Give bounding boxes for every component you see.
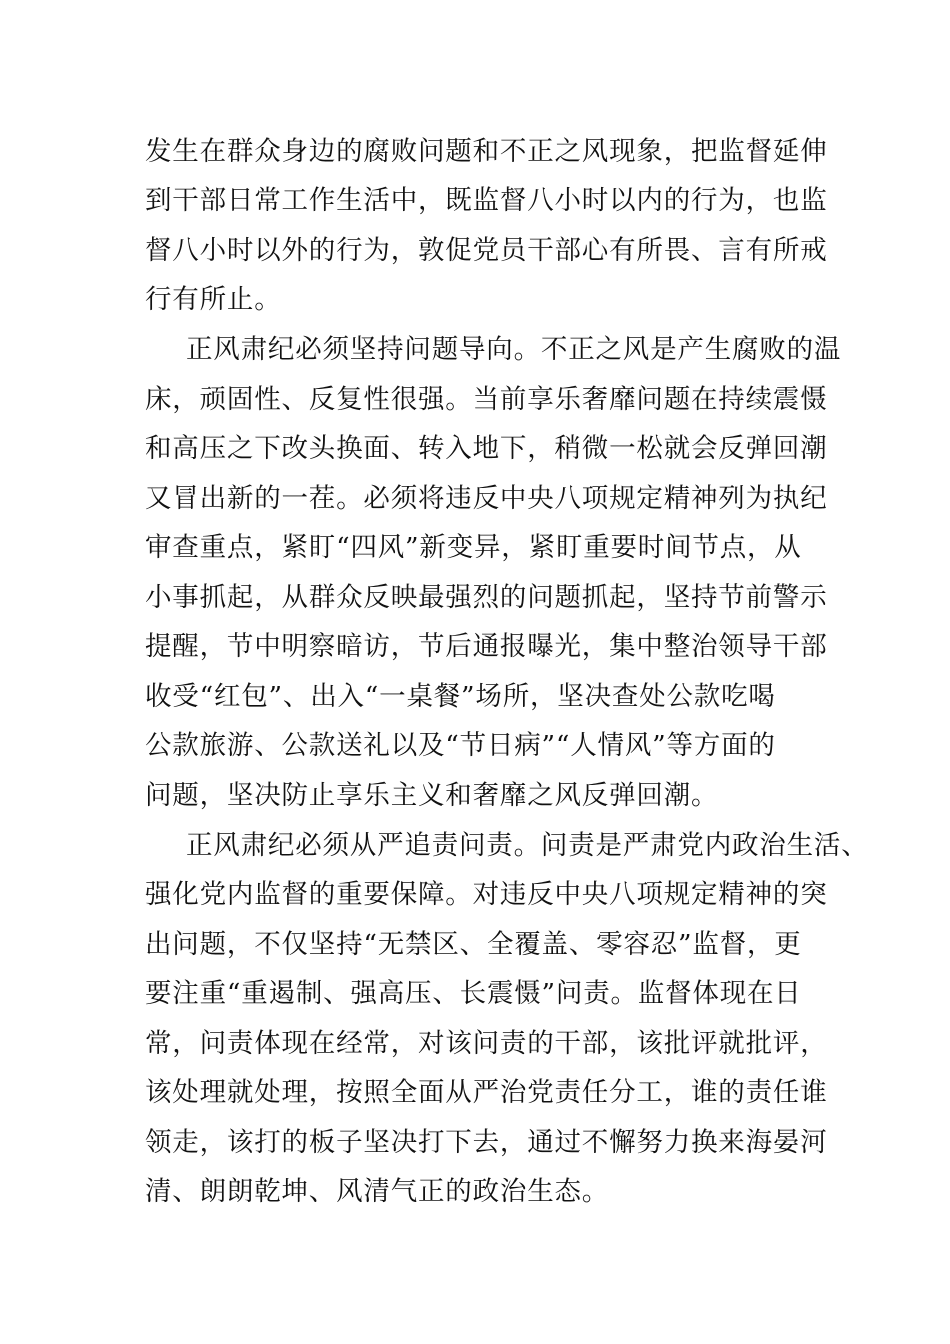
text-line: 收受“红包”、出入“一桌餐”场所，坚决查处公款吃喝 [145, 681, 776, 712]
text-line: 清、朗朗乾坤、风清气正的政治生态。 [145, 1176, 610, 1207]
text-line: 常，问责体现在经常，对该问责的干部，该批评就批评， [145, 1028, 828, 1059]
text-line: 强化党内监督的重要保障。对违反中央八项规定精神的突 [145, 879, 828, 910]
text-line: 督八小时以外的行为，敦促党员干部心有所畏、言有所戒 [145, 235, 828, 266]
text-line: 审查重点，紧盯“四风”新变异，紧盯重要时间节点，从 [145, 532, 802, 563]
text-line: 又冒出新的一茬。必须将违反中央八项规定精神列为执纪 [145, 483, 828, 514]
text-line: 该处理就处理，按照全面从严治党责任分工，谁的责任谁 [145, 1077, 828, 1108]
text-line: 提醒，节中明察暗访，节后通报曝光，集中整治领导干部 [145, 631, 828, 662]
text-line: 公款旅游、公款送礼以及“节日病”“人情风”等方面的 [145, 730, 776, 761]
text-line: 到干部日常工作生活中，既监督八小时以内的行为，也监 [145, 185, 828, 216]
text-line: 床，顽固性、反复性很强。当前享乐奢靡问题在持续震慑 [145, 384, 828, 415]
paragraph-first-line: 正风肃纪必须坚持问题导向。不正之风是产生腐败的温 [186, 334, 842, 365]
text-line: 要注重“重遏制、强高压、长震慑”问责。监督体现在日 [145, 978, 802, 1009]
text-line: 行有所止。 [145, 284, 282, 315]
text-line: 发生在群众身边的腐败问题和不正之风现象，把监督延伸 [145, 136, 828, 167]
text-line: 问题，坚决防止享乐主义和奢靡之风反弹回潮。 [145, 780, 719, 811]
paragraph-first-line: 正风肃纪必须从严追责问责。问责是严肃党内政治生活、 [186, 830, 869, 861]
text-line: 出问题，不仅坚持“无禁区、全覆盖、零容忍”监督，更 [145, 929, 802, 960]
text-line: 小事抓起，从群众反映最强烈的问题抓起，坚持节前警示 [145, 582, 828, 613]
text-line: 领走，该打的板子坚决打下去，通过不懈努力换来海晏河 [145, 1127, 828, 1158]
text-line: 和高压之下改头换面、转入地下，稍微一松就会反弹回潮 [145, 433, 828, 464]
